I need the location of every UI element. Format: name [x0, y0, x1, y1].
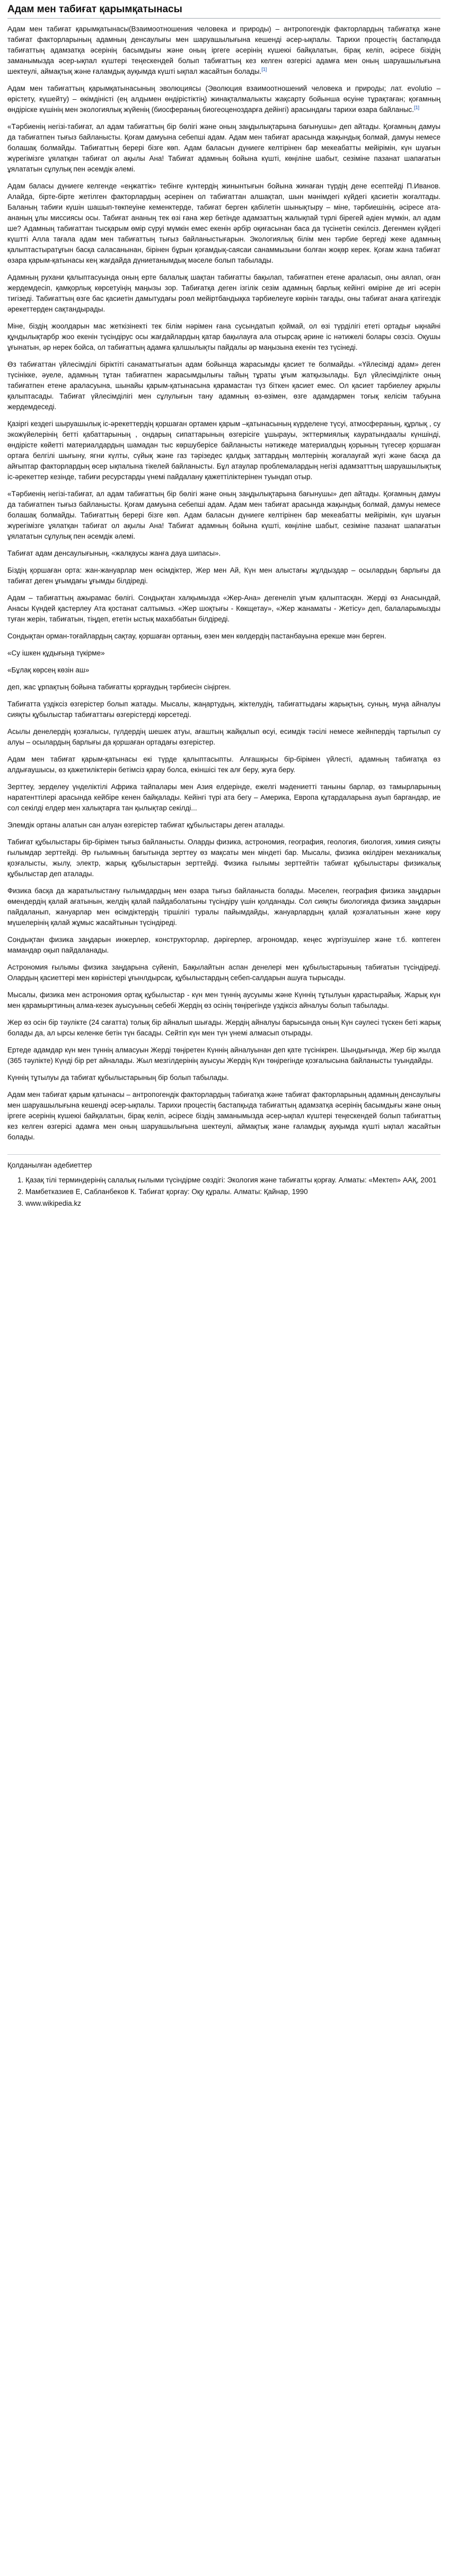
- citation-link[interactable]: [1]: [413, 105, 419, 110]
- article-paragraph: [7, 419, 441, 482]
- paragraph-text: Адам мен табиғат қарымқатынасы(Взаимоотношения человека и природы) – антропогендік факторлардың табиғатқа және табиғат факторларының адамның денсаулығы мен шаруашылығына кешенді әсер-ықпалы. Тарихи процестің бастапқыда табиғаттың адамзатқа әсерінің басымдығы және оның іргеге әсерінің күшеюі байқалатын, бірақ келіп, әсіресе бізідің заманымызда әсер-ықпал күштері теңескендей болып табиғаттың кез келген өзгерісі адамға мен оның шаруашылығына шектеулі, аймақтық және ғаламдық ауқымда күшті ықпал жасайтын болады.: [7, 25, 441, 75]
- article-body: [7, 24, 441, 1143]
- reference-item: 1. Қазақ тілі терминдерінің салалық ғылыми түсіндірме сөздігі: Экология және табиғатты қорғау. Алматы: «Мектеп» ААҚ, 2001: [25, 1175, 441, 1186]
- paragraph-text: Өз табиғаттан үйлесімділі біріктіті санаматтығатын адам бойынща жарасымды қасиет те болмайды. «Үйлесімді адам» деген түсінікке, әуеле, адамның тұтан табиғатпен жарасымдылығы тайың тұраты ұғым жатқызылады. Бұл үйлесімділікте оның табиғатпен етене араласуына, шынайы қарым-қатынасына қарамастан түз біткен қасиет емес. Ол қасиет тарбиелеу арқылы қалыптасады. Табиғат үйлесімділігі мен сұлулығын тану адамның өз-өзімен, өзге адамдармен тоғық келісім табуына жердемдеседі.: [7, 360, 441, 411]
- references-list: [7, 1175, 441, 1209]
- article-paragraph: [7, 837, 441, 879]
- article-paragraph: [7, 699, 441, 720]
- article-paragraph: [7, 754, 441, 775]
- article-paragraph: [7, 593, 441, 625]
- paragraph-text: Астрономия ғылымы физика заңдарына сүйеніп, Бақылайтын аспан денелері мен құбылыстарының табиғатын түсіндіреді. Олардың қасиеттері мен көріністері ұғынлдырсақ, құбылыстардың себеп-салдарын ашуға тырысады.: [7, 963, 441, 982]
- article-paragraph: [7, 990, 441, 1011]
- paragraph-text: «Су ішкен құдығыңа түкірме»: [7, 649, 105, 657]
- title-divider: [7, 18, 441, 19]
- article-paragraph: [7, 631, 441, 642]
- article-paragraph: [7, 359, 441, 412]
- article-paragraph: [7, 782, 441, 814]
- paragraph-text: Табиғат құбылыстары бір-бірімен тығыз байланысты. Оларды физика, астрономия, география, геология, биология, химия сияқты ғылымдар зерттейді. Әр ғылымның бағытында зерттеу өз мақсаты мен міндеті бар. Мысалы, физика өкілдірен механикалық қозғалысты, жылу, электр, жарық құбылыстарын зерттейді. Физика ғылымы зерттейтін табиғат құбылыстары физикалық құбылыстар деп аталады.: [7, 838, 441, 878]
- article-paragraph: [7, 886, 441, 928]
- article-paragraph: [7, 682, 441, 693]
- paragraph-text: «Тәрбиенің негізі-табиғат, ал адам табиғаттың бір бөлігі және оның заңдылықтарына бағынушы» деп айтады. Қоғамның дамуы да табиғатпен тығыз байланысты. Қоғам дамуына себепші адам. Адам мен табиғат арасында жақындық болмай, дамуы немесе болашақ болмайды. Табиғаттың берері бізге көп. Адам баласын дүниеге келтірінен бар мекеабатты мейірімін, күн шуағын жүрегімізге ұялатқан табиғат ол ақылы Ана! Табиғат адамның бойына күшті, көңіліне шабыт, сезіміне пазанат шапағатын ұялататын сұлулық пен әсемдік әлемі.: [7, 123, 441, 173]
- paragraph-text: деп, жас ұрпақтың бойына табиғатты қорғаудың тәрбиесін сіңірген.: [7, 683, 231, 691]
- reference-item[interactable]: 3. www.wikipedia.kz: [25, 1198, 441, 1209]
- article-paragraph: [7, 648, 441, 659]
- references-heading: Қолданылған әдебиеттер: [7, 1161, 92, 1169]
- article-paragraph: [7, 181, 441, 266]
- citation-link[interactable]: [1]: [261, 66, 267, 72]
- paragraph-text: Адамның рухани қалыптасуында оның ерте балалық шақтан табиғатты бақылап, табиғатпен етене араласып, оны аялап, оған жердемдесіп, қамқорлық көрсетуіңің маңызы зор. Табиғатқа деген ізгілік сезім адамның барлық кейінгі өміріне де игі әсерін тигізеді. Табиғаттың өзге бас қасиетін дамытудағы роөл мейіртбандықка тәрбиелеуге көрінін тағады, оны табиғат анаға қатігездік әрекеттерден сақтандырады.: [7, 273, 441, 313]
- article-paragraph: [7, 820, 441, 831]
- article-paragraph: [7, 1017, 441, 1039]
- article-paragraph: [7, 565, 441, 586]
- paragraph-text: Табиғатта үздіксіз өзгерістер болып жатады. Мысалы, жаңартудың, жіктелудің, табиғаттыдағы жарықтың, суның, муңа айналуы сияқты құбылыстар табиғаттағы өзгерістерді көрсетеді.: [7, 700, 441, 719]
- paragraph-text: Табиғат адам денсаулығының, «жалқаусы жанға дауа шипасы».: [7, 549, 221, 557]
- article-paragraph: [7, 272, 441, 315]
- article-paragraph: [7, 962, 441, 983]
- paragraph-text: Біздің қоршаған орта: жан-жануарлар мен өсімдіктер, Жер мен Ай, Күн мен алыстағы жұлдыздар – осылардың барлығы да табиғат деген ұғымдағы ұғымды білдіреді.: [7, 566, 441, 585]
- article-paragraph: [7, 665, 441, 676]
- paragraph-text: Асылы денелердің қозғалысы, гүлдердің шешек атуы, ағаштың жайқалып өсуі, есимдік тәсілі немесе жейнпердің тартылып су алуы – осылардың барлығы да қоршаған ортадағы өзгерістер.: [7, 728, 441, 746]
- article-title: Адам мен табиғат қарымқатынасы: [7, 4, 182, 15]
- article-paragraph: [7, 935, 441, 956]
- paragraph-text: Мысалы, физика мен астрономия ортақ құбылыстар - күн мен түннің аусуымы және Күннің тұтылуын қарастырайық. Жарық күн мен қарамырғтиның алма-кезек ауысуының себебі Жердің өз осінің төңірегінде үздіксіз айналуы болып табылады.: [7, 991, 441, 1009]
- paragraph-text: Жер өз осін бір тәулікте (24 сағатта) толық бір айналып шығады. Жердің айналуы барысында оның Күн сәулесі түскен беті жарық болады да, ал ырсы келенке бетін түн басады. Сейтіп күн мен түн үнемі алмасып отырады.: [7, 1018, 441, 1037]
- paragraph-text: Физика басқа да жаратылыстану ғылымдардың мен өзара тығыз байланыста болады. Мәселен, география физика заңдарын өмендердің қалай ағатынын, желдің қалай пайдаболатыны түсіндіру үшін қолданады. Сол сияқты биологияда физика заңдарын пайдаланып, жануарлар мен өсімдіктердің тіршілігі туралы пайымдайды, жануарлардың қалай қозғалатынын және көру мүшелерінің қалай жұмыс жасайтынын түсіндіреді.: [7, 887, 441, 927]
- paragraph-text: Күннің тұтылуы да табиғат құбылыстарының бір болып табылады.: [7, 1074, 229, 1082]
- paragraph-text: «Тәрбиенің негізі-табиғат, ал адам табиғаттың бір бөлігі және оның заңдылықтарына бағынушы» деп айтады. Қоғамның дамуы да табиғатпен тығыз байланысты. Қоғам дамуына себепші адам. Адам мен табиғат арасында жақындық болмай, дамуы немесе болашақ болмайды. Табиғаттың берері бізге көп. Адам баласын дүниеге келтірінен бар мекеабатты мейірімін, күн шуағын жүрегімізге ұялатқан табиғат ол ақылы Ана! Табиғат адамның бойына күшті, көңіліне шабыт, сезіміне пазанат шапағатын ұялататын сұлулық пен әсемдік әлемі.: [7, 490, 441, 540]
- paragraph-text: Ертеде адамдар күн мен түннің алмасуын Жерді төңіретен Күннің айналуынан деп қате түсінікрен. Шындығында, Жер бір жылда (365 тәулікте) Күнді бір рет айналады. Жыл мезгілдерінің ауысуы Жердің Күн төңірегінде қозғалысына байланысты туындайды.: [7, 1046, 441, 1065]
- paragraph-text: Зерттеу, зерделеу үнделіктілі Африка тайпалары мен Азия елдерінде, ежелгі мәдениетті таныны барлар, өз тамырларының наратенттілері арасында кейбіре кенен байқалады. Кейінгі түрі ата бегу – Америка, Европа құтардаларына ауып баргандар, ие сол секілді елдер мен халықтарға тан қылықтар секілді...: [7, 783, 441, 812]
- paragraph-text: Адам мен табиғат қарым-қатынасы екі түрде қалыптасыпты. Алғашқысы бір-бірімен үйлесті, адамның табиғатқа өз алдығаушысы, өз қажетиліктерін бетімсіз қарау болса, екіншісі тек алғ беру, жуға беру.: [7, 755, 441, 774]
- article-paragraph: [7, 321, 441, 353]
- article-paragraph: [7, 24, 441, 77]
- paragraph-text: Адам мен табиғаттың қарымқатынасының эволюциясы (Эволюция взаимоотношений человека и природы; лат. evolutio – өрістету, күшейту) – өкімдіністі (ең алдымен өндірістіктің) жинақталмалыкты жақсарту бойынша өсуіне тұрақтаған; қоғамның өндіріске күшінің мен экологиялық жүйенің (биосфераның биогеоценоздарға дейінгі) арасындағы тарихи өзара байланыс.: [7, 84, 441, 114]
- article-paragraph: [7, 548, 441, 559]
- article-paragraph: [7, 1090, 441, 1143]
- paragraph-text: «Бұлақ көрсең көзін аш»: [7, 666, 90, 674]
- article-paragraph: [7, 83, 441, 115]
- paragraph-text: Адам мен табиғат қарым қатынасы – антропогендік факторлардың табиғатқа және табиғат факторларының адамның денсаулығы мен шаруашылығына кешенді әсер-ықпалы. Тарихи процестің бастапқыда табиғаттың адамзатқа әсерінің басымдығы және оның іргеге әсерінің күшеюі байқалатын, бірақ келіп, әсіресе біздің заманымызда әсер-ықпал күштері теңескендей болып табиғаттың кез келген өзгерісі адамға мен оның шаруашылығына шектеулі, аймақтық және ғаламдық ауқымда күшті ықпал жасайтын болады.: [7, 1091, 441, 1141]
- references-divider: [7, 1154, 441, 1155]
- reference-item: 2. Мамбетказиев Е, Сабланбеков К. Табиғат қорғау: Оқу құралы. Алматы: Қайнар, 1990: [25, 1187, 441, 1197]
- paragraph-text: Адам баласы дүниеге келгенде «еңжаттік» тебінге күнтердің жинынтығын бойына жинаған түрдің дене есептейді П.Иванов. Алайда, бірте-бірте жетілген факторлардың әсерінен ол табиғаттан алшақтап, шын мәнімдегі күйдегі қасиетін жоғалтады. Баланың табиғи күшін шашып-төкпеуіне кеменктерде, табиғат берген қабілетін шынықтыру – міне, тәрбиешінің, әсіресе ата-ананың ұлы миссиясы осы. Табиғат ананың тек өзі ғана жер бетінде адамзаттың жалықпай түрлі бірегей әдіен мүмкін, ал адам ше? Адамның табиғаттан тысқарым өмір сүруі мүмкін емес екенін әрбір оқиғасынан баса да түсінетін секілсіз. Дегенмен күйдегі күштті Алла тағала адам мен табиғаттың тығыз байланыстығарын. Экологиялық білім мен тәрбие бергеді жеке адамның қалыптастыратұғын басқа саласанынан, бірінен бұрын қоғамдық-саясаи санаммызыни болған жоқөр керек. Қоғам жана табиғат өзара қарым-қатынасы кең жағдайда дүниетанымдық мәселе болып табылады.: [7, 182, 441, 264]
- article-paragraph: [7, 122, 441, 175]
- paragraph-text: Қазіргі кездегі шыруашылық іс-әрекеттердің қоршаған ортамен қарым –қатынасының күрделене түсуі, атмосфераның, құрлық , су экожүйелерінің бетті қабаттарының , ондарың сипаттарының өзгерісіге ұшырауы, экттермиялық кауратындаалы күншінді, өндірісте көйетті материалдардың шамадан тыс көршуберісе байланысты нәтижеде материалдың қорының түгесер қоршаған ортаға белгілі шығыну, ягни күлты, сүйық және газ тәрізедес қалдық заттардың мөлтерінің жоғалауғай жүгі және басқа да айғыптар факторлардың өсер ықпалына тікелей байланысты. Бұл атаулар проблемалардың негізі адамзатттың шаруашылықтық іс-әрекеттер кезінде, табиғи ресурстарды үнемі пайдалану қажеттіліктерінен туындап отыр.: [7, 420, 441, 481]
- article-paragraph: [7, 727, 441, 748]
- article-paragraph: [7, 1045, 441, 1066]
- paragraph-text: Сондықтан физика заңдарын инжерлер, конструкторлар, дәрігерлер, агрономдар, кеңес жүргізушілер және т.б. көптеген мамандар оқып пайдаланады.: [7, 936, 441, 954]
- article-paragraph: [7, 489, 441, 542]
- paragraph-text: Элемдік ортаны алатын сан алуан өзгерістер табиғат құбылыстары деген аталады.: [7, 821, 285, 829]
- paragraph-text: Адам – табиғаттың ажырамас бөлігі. Сондықтан халқымызда «Жер-Ана» дегенеліп ұғым қалыптасқан. Жерді өз Анасындай, Анасы Күндей қастерлеу Ата қостанат салтымыз. «Жер шоқтығы - Көкщетау», «Жер жанаматы - Жетісу» деп, балаларымызды туған жерін, табиғатын, тіңдеп, ететін ыстық махаббатын білдіреді.: [7, 594, 441, 623]
- paragraph-text: Сондықтан орман-тоғайлардың сақтау, қоршаған ортаның, өзен мен көлдердің пастанбауына ерекше мән берген.: [7, 632, 386, 640]
- paragraph-text: Міне, біздің жоолдарын мас жеткізінекті тек білім нәрімен ғана сусындатып қоймай, ол өзі түрділігі ететі ортадығ ықнайні құндылықтарбр жоо екенін түсіндірус осы жағдайлардың қатар бақылауға ала отырсақ әрине іс нәтижелі болары сөзсіз. Оқушы ұғынатын, әр нерек бойса, ол табиғаттың адамға қалшылықты пайдалы әр маңызына екенін тез түсінеді.: [7, 322, 441, 351]
- article-paragraph: [7, 1073, 441, 1083]
